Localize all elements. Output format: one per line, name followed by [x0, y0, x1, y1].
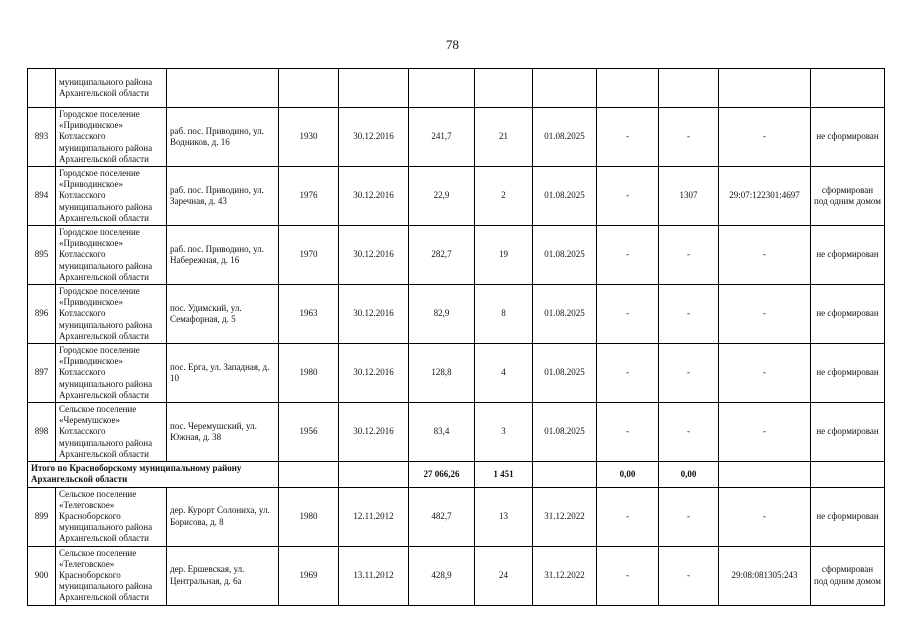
count-cell: 24	[475, 546, 533, 605]
date-cell	[339, 69, 409, 108]
housing-registry-table	[27, 68, 885, 606]
cadastral-cell: -	[719, 226, 811, 285]
status-cell: не сформирован	[811, 403, 885, 462]
deadline-cell: 01.08.2025	[533, 226, 597, 285]
address-cell	[167, 69, 279, 108]
date-cell: 30.12.2016	[339, 344, 409, 403]
deadline-cell	[533, 69, 597, 108]
value1-cell: -	[597, 167, 659, 226]
area-cell: 282,7	[409, 226, 475, 285]
municipality-cell: муниципального района Архангельской области	[56, 69, 167, 108]
value1-cell: -	[597, 403, 659, 462]
area-cell	[409, 69, 475, 108]
count-cell: 3	[475, 403, 533, 462]
municipality-cell: Городское поселение «Приводинское» Котласского муниципального района Архангельской области	[56, 226, 167, 285]
status-cell: сформирован под одним домом	[811, 167, 885, 226]
date-cell: 30.12.2016	[339, 226, 409, 285]
year-cell: 1970	[279, 226, 339, 285]
count-cell: 13	[475, 487, 533, 546]
year-cell	[279, 69, 339, 108]
value2-cell: -	[659, 487, 719, 546]
date-cell: 13.11.2012	[339, 546, 409, 605]
value2-cell: -	[659, 108, 719, 167]
row-number: 893	[28, 108, 56, 167]
area-cell: 22,9	[409, 167, 475, 226]
table-row	[28, 69, 885, 108]
year-cell: 1963	[279, 285, 339, 344]
cadastral-cell: -	[719, 403, 811, 462]
row-number: 898	[28, 403, 56, 462]
status-cell: не сформирован	[811, 344, 885, 403]
cadastral-cell: -	[719, 108, 811, 167]
cadastral-cell	[719, 69, 811, 108]
count-cell: 4	[475, 344, 533, 403]
value1-cell: -	[597, 226, 659, 285]
year-cell: 1980	[279, 344, 339, 403]
municipality-cell: Сельское поселение «Телеговское» Красноборского муниципального района Архангельской области	[56, 487, 167, 546]
count-cell	[475, 69, 533, 108]
row-number: 897	[28, 344, 56, 403]
address-cell: раб. пос. Приводино, ул. Заречная, д. 43	[167, 167, 279, 226]
count-cell: 8	[475, 285, 533, 344]
area-cell: 241,7	[409, 108, 475, 167]
cadastral-cell: 29:08:081305:243	[719, 546, 811, 605]
value2-cell: -	[659, 285, 719, 344]
total-count: 1 451	[475, 462, 533, 487]
year-cell: 1980	[279, 487, 339, 546]
municipality-cell: Городское поселение «Приводинское» Котласского муниципального района Архангельской области	[56, 108, 167, 167]
area-cell: 128,8	[409, 344, 475, 403]
date-cell: 30.12.2016	[339, 403, 409, 462]
total-row	[28, 462, 885, 487]
address-cell: дер. Курорт Солониха, ул. Борисова, д. 8	[167, 487, 279, 546]
row-number: 900	[28, 546, 56, 605]
year-cell: 1956	[279, 403, 339, 462]
cadastral-cell: -	[719, 344, 811, 403]
table-row	[28, 344, 885, 403]
address-cell: пос. Ерга, ул. Западная, д. 10	[167, 344, 279, 403]
value1-cell: -	[597, 546, 659, 605]
status-cell: сформирован под одним домом	[811, 546, 885, 605]
row-number	[28, 69, 56, 108]
value2-cell: -	[659, 344, 719, 403]
row-number: 899	[28, 487, 56, 546]
total-value2: 0,00	[659, 462, 719, 487]
municipality-cell: Сельское поселение «Черемушское» Котласского муниципального района Архангельской области	[56, 403, 167, 462]
table-row	[28, 403, 885, 462]
deadline-cell: 01.08.2025	[533, 403, 597, 462]
deadline-cell: 01.08.2025	[533, 108, 597, 167]
municipality-cell: Городское поселение «Приводинское» Котласского муниципального района Архангельской области	[56, 167, 167, 226]
page-number: 78	[446, 37, 459, 52]
status-cell	[811, 69, 885, 108]
table-row	[28, 108, 885, 167]
date-cell: 30.12.2016	[339, 108, 409, 167]
total-label: Итого по Красноборскому муниципальному району Архангельской области	[28, 462, 279, 487]
date-cell: 30.12.2016	[339, 285, 409, 344]
cadastral-cell: 29:07:122301:4697	[719, 167, 811, 226]
area-cell: 428,9	[409, 546, 475, 605]
row-number: 896	[28, 285, 56, 344]
deadline-cell: 01.08.2025	[533, 285, 597, 344]
deadline-cell: 01.08.2025	[533, 344, 597, 403]
cadastral-cell: -	[719, 487, 811, 546]
address-cell: пос. Удимский, ул. Семафорная, д. 5	[167, 285, 279, 344]
table-row	[28, 167, 885, 226]
table-row	[28, 546, 885, 605]
municipality-cell: Сельское поселение «Телеговское» Красноборского муниципального района Архангельской области	[56, 546, 167, 605]
table-row	[28, 487, 885, 546]
date-cell: 30.12.2016	[339, 167, 409, 226]
count-cell: 21	[475, 108, 533, 167]
deadline-cell: 01.08.2025	[533, 167, 597, 226]
status-cell: не сформирован	[811, 285, 885, 344]
deadline-cell: 31.12.2022	[533, 546, 597, 605]
value2-cell: -	[659, 546, 719, 605]
status-cell: не сформирован	[811, 487, 885, 546]
area-cell: 482,7	[409, 487, 475, 546]
deadline-cell: 31.12.2022	[533, 487, 597, 546]
value2-cell: -	[659, 226, 719, 285]
value1-cell: -	[597, 108, 659, 167]
area-cell: 83,4	[409, 403, 475, 462]
total-area: 27 066,26	[409, 462, 475, 487]
date-cell: 12.11.2012	[339, 487, 409, 546]
count-cell: 19	[475, 226, 533, 285]
value2-cell	[659, 69, 719, 108]
row-number: 895	[28, 226, 56, 285]
address-cell: пос. Черемушский, ул. Южная, д. 38	[167, 403, 279, 462]
total-value1: 0,00	[597, 462, 659, 487]
table-row	[28, 285, 885, 344]
value1-cell: -	[597, 285, 659, 344]
address-cell: раб. пос. Приводино, ул. Набережная, д. 16	[167, 226, 279, 285]
year-cell: 1969	[279, 546, 339, 605]
municipality-cell: Городское поселение «Приводинское» Котласского муниципального района Архангельской области	[56, 344, 167, 403]
municipality-cell: Городское поселение «Приводинское» Котласского муниципального района Архангельской области	[56, 285, 167, 344]
row-number: 894	[28, 167, 56, 226]
value1-cell: -	[597, 344, 659, 403]
value2-cell: -	[659, 403, 719, 462]
table-row	[28, 226, 885, 285]
count-cell: 2	[475, 167, 533, 226]
year-cell: 1930	[279, 108, 339, 167]
value2-cell: 1307	[659, 167, 719, 226]
status-cell: не сформирован	[811, 108, 885, 167]
address-cell: дер. Ершевская, ул. Центральная, д. 6а	[167, 546, 279, 605]
value1-cell	[597, 69, 659, 108]
year-cell: 1976	[279, 167, 339, 226]
area-cell: 82,9	[409, 285, 475, 344]
status-cell: не сформирован	[811, 226, 885, 285]
address-cell: раб. пос. Приводино, ул. Водников, д. 16	[167, 108, 279, 167]
value1-cell: -	[597, 487, 659, 546]
cadastral-cell: -	[719, 285, 811, 344]
